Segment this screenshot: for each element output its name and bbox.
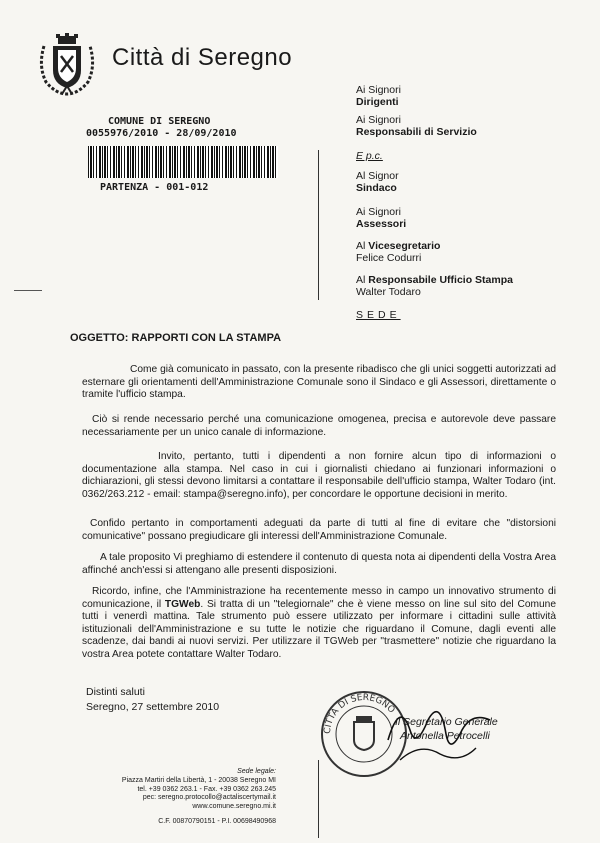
closing-place-date: Seregno, 27 settembre 2010	[86, 701, 220, 713]
letter-subject: OGGETTO: RAPPORTI CON LA STAMPA	[70, 332, 282, 344]
footer-label: Sede legale:	[237, 768, 276, 775]
body-paragraph-4: Confido pertanto in comportamenti adeguati da parte di tutti al fine di evitare che "distorsioni comunicative" possano pregiudicare gli interessi dell'Amministrazione Comunale.	[82, 518, 556, 542]
recipient-person: Felice Codurri	[356, 252, 422, 264]
recipient-name: Sindaco	[356, 182, 397, 194]
footer-address: Piazza Martiri della Libertà, 1 - 20038 Seregno MI	[121, 776, 276, 784]
recipient-ufficio-stampa	[356, 274, 513, 298]
tgweb-highlight: TGWeb	[164, 598, 201, 610]
recipient-name: Vicesegretario	[368, 240, 441, 252]
city-crest-icon	[36, 32, 98, 96]
closing-salutation: Distinti saluti	[86, 686, 145, 698]
recipient-prefix: Al	[356, 274, 366, 286]
protocol-barcode	[88, 146, 278, 178]
epc-label: E p.c.	[356, 150, 383, 162]
protocol-stamp-number: 0055976/2010 - 28/09/2010	[86, 128, 237, 139]
vertical-divider	[318, 150, 319, 300]
footer-pec: pec: seregno.protocollo@actaliscertymail.it	[142, 794, 276, 802]
protocol-stamp-departure: PARTENZA - 001-012	[100, 182, 209, 193]
recipient-prefix: Ai Signori	[356, 206, 401, 218]
sede-label: SEDE	[356, 309, 401, 321]
body-paragraph-3: Invito, pertanto, tutti i dipendenti a non fornire alcun tipo di informazioni o documentazione alla stampa. Nel caso in cui i giornalisti chiedano ai funzionari informazioni o dichiarazioni, gli stessi devono limitarsi a contattare il responsabile dell'ufficio stampa, Walter Todaro (int. 0362/263.212 - email: stampa@seregno.info), per concordare le opportune decisioni in merito.	[82, 451, 556, 500]
body-paragraph-1: Come già comunicato in passato, con la presente ribadisco che gli unici soggetti autorizzati ad esternare gli orientamenti dell'Amministrazione Comunale sono il Sindaco e gli Assessori, direttamente o tramite l'ufficio stampa.	[82, 364, 556, 401]
signatory-role: Il Segretario Generale	[395, 716, 498, 728]
recipient-sindaco	[356, 170, 399, 194]
recipient-prefix: Al Signor	[356, 170, 399, 182]
recipient-dirigenti	[356, 84, 401, 108]
seal-text: CITTÀ DI SEREGNO	[322, 692, 397, 735]
protocol-stamp-office: COMUNE DI SEREGNO	[108, 116, 211, 127]
recipient-prefix: Ai Signori	[356, 84, 401, 96]
footer-phone: tel. +39 0362 263.1 - Fax. +39 0362 263.245	[137, 785, 276, 793]
city-name-heading: Città di Seregno	[112, 44, 293, 71]
body-paragraph-2: Ciò si rende necessario perché una comunicazione omogenea, precisa e autorevole deve passare necessariamente per un unico canale di informazione.	[82, 414, 556, 438]
recipient-name: Responsabili di Servizio	[356, 126, 477, 138]
recipient-name: Assessori	[356, 218, 407, 230]
footer-fiscal-codes: C.F. 00870790151 - P.I. 00698490968	[158, 818, 276, 825]
recipient-assessori	[356, 206, 406, 230]
fold-mark	[14, 290, 42, 291]
recipient-vicesegretario	[356, 240, 440, 264]
recipient-name: Responsabile Ufficio Stampa	[368, 274, 513, 286]
recipient-name: Dirigenti	[356, 96, 399, 108]
body-paragraph-5: A tale proposito Vi preghiamo di estendere il contenuto di questa nota ai dipendenti della Vostra Area affinché anch'essi si attengano alle presenti disposizioni.	[82, 552, 556, 576]
recipient-prefix: Al	[356, 240, 366, 252]
recipient-responsabili	[356, 114, 477, 138]
recipient-prefix: Ai Signori	[356, 114, 401, 126]
footer-legal-address	[60, 768, 276, 812]
signatory-name: Antonella Petrocelli	[400, 730, 490, 742]
body-paragraph-6: Ricordo, infine, che l'Amministrazione ha recentemente messo in campo un innovativo strumento di comunicazione, il TGWeb. Si tratta di un "telegiornale" che è viene messo on line sul sito del Comune tutti i venerdì mattina. Tale strumento può essere utilizzato per informare i cittadini sulle attività istituzionali dell'Amministrazione e su tutte le notizie che riguardano il Comune, dagli eventi alle scadenze, dai bandi ai nuovi servizi. Per utilizzare il TGWeb per "trasmettere" notizie che riguardano la vostra Area potete contattare Walter Todaro.	[82, 586, 556, 660]
recipient-person: Walter Todaro	[356, 286, 421, 298]
footer-website: www.comune.seregno.mi.it	[192, 803, 276, 811]
